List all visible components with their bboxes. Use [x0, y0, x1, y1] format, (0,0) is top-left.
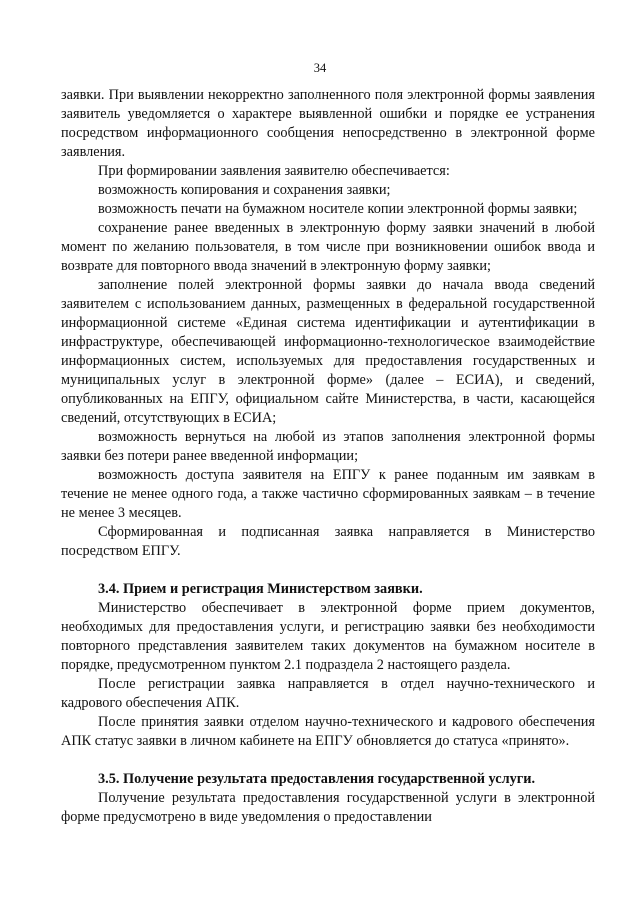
paragraph: После регистрации заявка направляется в отдел научно-технического и кадрового обеспечения АПК. [61, 676, 595, 711]
paragraph: возможность вернуться на любой из этапов заполнения электронной формы заявки без потери ранее введенной информации; [61, 429, 595, 464]
section-spacer [61, 561, 595, 580]
paragraph: Получение результата предоставления государственной услуги в электронной форме предусмотрено в виде уведомления о предоставлении [61, 790, 595, 825]
paragraph: сохранение ранее введенных в электронную форму заявки значений в любой момент по желанию пользователя, в том числе при возникновении ошибок ввода и возврате для повторного ввода значений в электронную форму заявки; [61, 220, 595, 274]
page-number: 34 [313, 61, 327, 75]
section-spacer [61, 751, 595, 770]
paragraph: При формировании заявления заявителю обеспечивается: [98, 163, 450, 179]
paragraph: После принятия заявки отделом научно-технического и кадрового обеспечения АПК статус заявки в личном кабинете на ЕПГУ обновляется до статуса «принято». [61, 714, 595, 749]
section-heading: 3.4. Прием и регистрация Министерством заявки. [98, 581, 423, 597]
paragraph: заполнение полей электронной формы заявки до начала ввода сведений заявителем с использованием данных, размещенных в федеральной государственной информационной системе «Единая система идентификации и аутентификации в инфраструктуре, обеспечивающей информационно-технологическое взаимодействие информационных систем, используемых для предоставления государственных и муниципальных услуг в электронной форме» (далее – ЕСИА), и сведений, опубликованных на ЕПГУ, официальном сайте Министерства, в части, касающейся сведений, отсутствующих в ЕСИА; [61, 277, 595, 426]
paragraph: заявки. При выявлении некорректно заполненного поля электронной формы заявления заявитель уведомляется о характере выявленной ошибки и порядке ее устранения посредством информационного сообщения непосредственно в электронной форме заявления. [61, 87, 595, 160]
paragraph: возможность доступа заявителя на ЕПГУ к ранее поданным им заявкам в течение не менее одного года, а также частично сформированных заявкам – в течение не менее 3 месяцев. [61, 467, 595, 521]
paragraph: возможность копирования и сохранения заявки; [98, 182, 391, 198]
paragraph: возможность печати на бумажном носителе копии электронной формы заявки; [98, 201, 578, 217]
section-heading: 3.5. Получение результата предоставления государственной услуги. [98, 771, 536, 787]
paragraph: Сформированная и подписанная заявка направляется в Министерство посредством ЕПГУ. [61, 524, 595, 559]
document-body [61, 86, 595, 827]
paragraph: Министерство обеспечивает в электронной форме прием документов, необходимых для предоставления услуги, и регистрацию заявки без необходимости повторного представления заявителем таких документов на бумажном носителе в порядке, предусмотренном пунктом 2.1 подраздела 2 настоящего раздела. [61, 600, 595, 673]
